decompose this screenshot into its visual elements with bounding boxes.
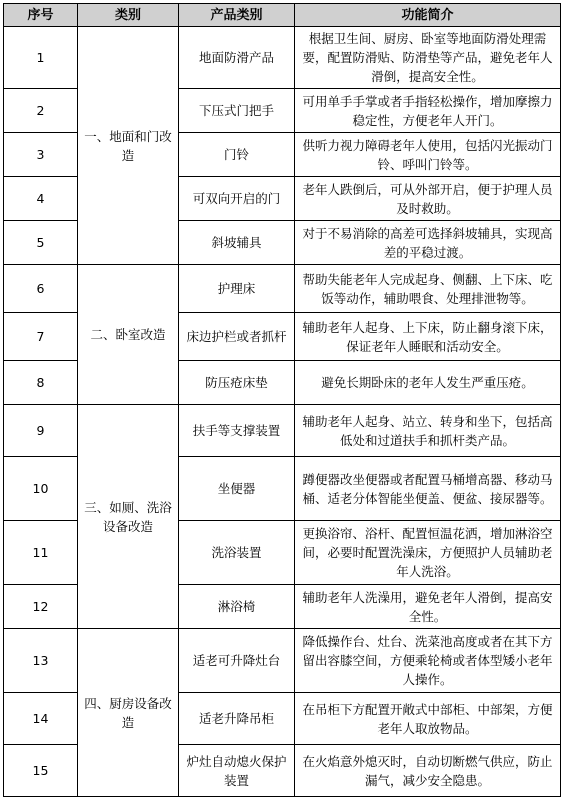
function-cell: 避免长期卧床的老年人发生严重压疮。 <box>295 361 561 405</box>
function-cell: 辅助老年人起身、上下床，防止翻身滚下床，保证老年人睡眠和活动安全。 <box>295 313 561 361</box>
function-cell: 老年人跌倒后，可从外部开启，便于护理人员及时救助。 <box>295 177 561 221</box>
function-cell: 根据卫生间、厨房、卧室等地面防滑处理需要，配置防滑贴、防滑垫等产品，避免老年人滑倒，提高安全性。 <box>295 27 561 89</box>
product-cell: 护理床 <box>179 265 295 313</box>
table-row <box>4 629 561 693</box>
function-cell: 供听力视力障碍老年人使用，包括闪光振动门铃、呼叫门铃等。 <box>295 133 561 177</box>
category-cell: 一、地面和门改造 <box>78 27 179 265</box>
category-cell: 三、如厕、洗浴设备改造 <box>78 405 179 629</box>
function-cell: 辅助老年人起身、站立、转身和坐下，包括高低处和过道扶手和抓杆类产品。 <box>295 405 561 457</box>
function-cell: 对于不易消除的高差可选择斜坡辅具，实现高差的平稳过渡。 <box>295 221 561 265</box>
category-cell: 四、厨房设备改造 <box>78 629 179 797</box>
row-no: 15 <box>4 745 78 797</box>
header-no: 序号 <box>4 4 78 27</box>
product-cell: 斜坡辅具 <box>179 221 295 265</box>
product-cell: 坐便器 <box>179 457 295 521</box>
product-cell: 下压式门把手 <box>179 89 295 133</box>
product-cell: 防压疮床垫 <box>179 361 295 405</box>
row-no: 12 <box>4 585 78 629</box>
table-row <box>4 27 561 89</box>
product-cell: 地面防滑产品 <box>179 27 295 89</box>
row-no: 1 <box>4 27 78 89</box>
header-category: 类别 <box>78 4 179 27</box>
product-cell: 洗浴装置 <box>179 521 295 585</box>
table-row <box>4 265 561 313</box>
row-no: 14 <box>4 693 78 745</box>
header-function: 功能简介 <box>295 4 561 27</box>
product-cell: 炉灶自动熄火保护装置 <box>179 745 295 797</box>
table-row <box>4 405 561 457</box>
row-no: 13 <box>4 629 78 693</box>
product-cell: 适老升降吊柜 <box>179 693 295 745</box>
function-cell: 更换浴帘、浴杆、配置恒温花洒，增加淋浴空间，必要时配置洗澡床，方便照护人员辅助老年人洗浴。 <box>295 521 561 585</box>
product-cell: 淋浴椅 <box>179 585 295 629</box>
function-cell: 蹲便器改坐便器或者配置马桶增高器、移动马桶、适老分体智能坐便盖、便盆、接尿器等。 <box>295 457 561 521</box>
product-cell: 床边护栏或者抓杆 <box>179 313 295 361</box>
row-no: 5 <box>4 221 78 265</box>
row-no: 3 <box>4 133 78 177</box>
row-no: 2 <box>4 89 78 133</box>
function-cell: 帮助失能老年人完成起身、侧翻、上下床、吃饭等动作，辅助喂食、处理排泄物等。 <box>295 265 561 313</box>
row-no: 9 <box>4 405 78 457</box>
function-cell: 降低操作台、灶台、洗菜池高度或者在其下方留出容膝空间，方便乘轮椅或者体型矮小老年人操作。 <box>295 629 561 693</box>
function-cell: 可用单手手掌或者手指轻松操作，增加摩擦力稳定性，方便老年人开门。 <box>295 89 561 133</box>
row-no: 4 <box>4 177 78 221</box>
product-cell: 适老可升降灶台 <box>179 629 295 693</box>
aging-adaptation-products-table <box>3 3 561 797</box>
function-cell: 在火焰意外熄灭时，自动切断燃气供应，防止漏气，减少安全隐患。 <box>295 745 561 797</box>
product-cell: 门铃 <box>179 133 295 177</box>
row-no: 8 <box>4 361 78 405</box>
product-cell: 扶手等支撑装置 <box>179 405 295 457</box>
row-no: 6 <box>4 265 78 313</box>
function-cell: 辅助老年人洗澡用，避免老年人滑倒，提高安全性。 <box>295 585 561 629</box>
row-no: 11 <box>4 521 78 585</box>
table-header-row <box>4 4 561 27</box>
product-cell: 可双向开启的门 <box>179 177 295 221</box>
header-product: 产品类别 <box>179 4 295 27</box>
row-no: 10 <box>4 457 78 521</box>
category-cell: 二、卧室改造 <box>78 265 179 405</box>
row-no: 7 <box>4 313 78 361</box>
function-cell: 在吊柜下方配置开敞式中部柜、中部架，方便老年人取放物品。 <box>295 693 561 745</box>
